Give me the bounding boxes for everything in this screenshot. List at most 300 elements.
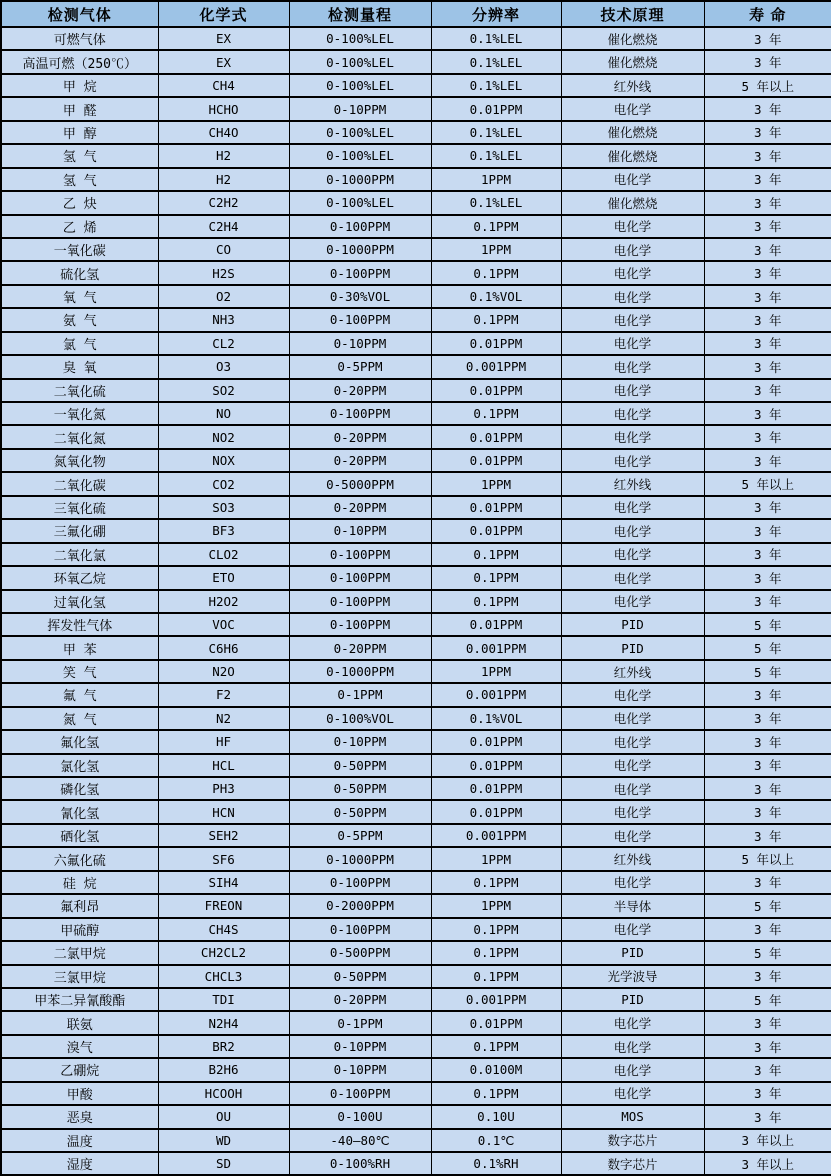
cell-lifespan: 3 年	[704, 496, 831, 519]
cell-gas-name: 乙硼烷	[1, 1058, 158, 1081]
cell-chemical-formula: B2H6	[158, 1058, 289, 1081]
cell-gas-name: 笑 气	[1, 660, 158, 683]
cell-detection-range: 0-100PPM	[289, 543, 431, 566]
cell-lifespan: 3 年	[704, 238, 831, 261]
cell-detection-range: 0-100%LEL	[289, 50, 431, 73]
cell-technology-principle: 电化学	[561, 355, 704, 378]
cell-detection-range: 0-100PPM	[289, 1082, 431, 1105]
cell-resolution: 0.1%VOL	[431, 285, 561, 308]
cell-lifespan: 3 年	[704, 449, 831, 472]
cell-resolution: 0.10U	[431, 1105, 561, 1128]
cell-detection-range: 0-5000PPM	[289, 472, 431, 495]
cell-lifespan: 5 年以上	[704, 74, 831, 97]
cell-chemical-formula: NO2	[158, 425, 289, 448]
cell-lifespan: 3 年	[704, 730, 831, 753]
cell-resolution: 0.1PPM	[431, 871, 561, 894]
cell-chemical-formula: TDI	[158, 988, 289, 1011]
cell-lifespan: 3 年	[704, 519, 831, 542]
table-row	[1, 519, 831, 542]
cell-technology-principle: 电化学	[561, 97, 704, 120]
cell-resolution: 0.1PPM	[431, 965, 561, 988]
cell-detection-range: 0-10PPM	[289, 97, 431, 120]
cell-chemical-formula: N2	[158, 707, 289, 730]
cell-detection-range: 0-500PPM	[289, 941, 431, 964]
cell-chemical-formula: H2S	[158, 261, 289, 284]
cell-detection-range: 0-20PPM	[289, 379, 431, 402]
cell-gas-name: 氟利昂	[1, 894, 158, 917]
cell-resolution: 0.1PPM	[431, 590, 561, 613]
table-row	[1, 74, 831, 97]
cell-resolution: 0.1%LEL	[431, 27, 561, 50]
cell-gas-name: 氨 气	[1, 308, 158, 331]
cell-gas-name: 氯 气	[1, 332, 158, 355]
table-row	[1, 308, 831, 331]
cell-lifespan: 3 年	[704, 144, 831, 167]
cell-gas-name: 三氯甲烷	[1, 965, 158, 988]
cell-gas-name: 氟 气	[1, 683, 158, 706]
cell-detection-range: 0-1000PPM	[289, 660, 431, 683]
cell-resolution: 0.01PPM	[431, 730, 561, 753]
cell-gas-name: 氯化氢	[1, 754, 158, 777]
cell-technology-principle: PID	[561, 636, 704, 659]
cell-resolution: 0.1PPM	[431, 941, 561, 964]
cell-gas-name: 可燃气体	[1, 27, 158, 50]
cell-chemical-formula: SF6	[158, 847, 289, 870]
cell-chemical-formula: C6H6	[158, 636, 289, 659]
header-row	[1, 1, 831, 27]
cell-technology-principle: 电化学	[561, 1011, 704, 1034]
cell-resolution: 0.01PPM	[431, 496, 561, 519]
cell-resolution: 0.1PPM	[431, 1035, 561, 1058]
cell-technology-principle: 电化学	[561, 425, 704, 448]
table-row	[1, 379, 831, 402]
cell-gas-name: 二氧化硫	[1, 379, 158, 402]
table-row	[1, 1058, 831, 1081]
cell-technology-principle: 催化燃烧	[561, 27, 704, 50]
table-row	[1, 636, 831, 659]
cell-technology-principle: 催化燃烧	[561, 121, 704, 144]
cell-gas-name: 甲 醇	[1, 121, 158, 144]
cell-chemical-formula: VOC	[158, 613, 289, 636]
column-header-lifespan: 寿 命	[704, 1, 831, 27]
table-row	[1, 566, 831, 589]
cell-detection-range: 0-100PPM	[289, 402, 431, 425]
cell-chemical-formula: CO2	[158, 472, 289, 495]
cell-detection-range: 0-1000PPM	[289, 238, 431, 261]
cell-gas-name: 恶臭	[1, 1105, 158, 1128]
cell-chemical-formula: HCHO	[158, 97, 289, 120]
cell-detection-range: 0-50PPM	[289, 800, 431, 823]
cell-detection-range: 0-10PPM	[289, 1058, 431, 1081]
cell-lifespan: 3 年以上	[704, 1152, 831, 1175]
cell-technology-principle: PID	[561, 988, 704, 1011]
table-row	[1, 472, 831, 495]
cell-lifespan: 3 年	[704, 27, 831, 50]
cell-chemical-formula: HCL	[158, 754, 289, 777]
cell-lifespan: 3 年	[704, 332, 831, 355]
table-row	[1, 1152, 831, 1175]
cell-chemical-formula: CH4	[158, 74, 289, 97]
cell-chemical-formula: C2H2	[158, 191, 289, 214]
cell-technology-principle: MOS	[561, 1105, 704, 1128]
cell-technology-principle: 电化学	[561, 238, 704, 261]
cell-lifespan: 5 年	[704, 894, 831, 917]
cell-technology-principle: 电化学	[561, 261, 704, 284]
cell-lifespan: 3 年	[704, 918, 831, 941]
cell-detection-range: 0-100%RH	[289, 1152, 431, 1175]
cell-technology-principle: 红外线	[561, 472, 704, 495]
cell-technology-principle: 电化学	[561, 730, 704, 753]
cell-technology-principle: 电化学	[561, 1082, 704, 1105]
cell-resolution: 1PPM	[431, 894, 561, 917]
cell-gas-name: 甲 烷	[1, 74, 158, 97]
cell-technology-principle: 电化学	[561, 1035, 704, 1058]
cell-chemical-formula: SO2	[158, 379, 289, 402]
cell-gas-name: 三氧化硫	[1, 496, 158, 519]
cell-chemical-formula: PH3	[158, 777, 289, 800]
cell-lifespan: 3 年	[704, 402, 831, 425]
cell-gas-name: 湿度	[1, 1152, 158, 1175]
table-row	[1, 754, 831, 777]
cell-technology-principle: 半导体	[561, 894, 704, 917]
cell-chemical-formula: SO3	[158, 496, 289, 519]
cell-resolution: 0.01PPM	[431, 379, 561, 402]
cell-resolution: 0.01PPM	[431, 1011, 561, 1034]
table-row	[1, 1082, 831, 1105]
cell-detection-range: 0-100%VOL	[289, 707, 431, 730]
table-row	[1, 402, 831, 425]
table-row	[1, 918, 831, 941]
cell-technology-principle: 电化学	[561, 800, 704, 823]
cell-gas-name: 硒化氢	[1, 824, 158, 847]
cell-lifespan: 3 年	[704, 191, 831, 214]
cell-chemical-formula: BF3	[158, 519, 289, 542]
table-row	[1, 824, 831, 847]
cell-resolution: 1PPM	[431, 168, 561, 191]
cell-resolution: 0.1%LEL	[431, 121, 561, 144]
cell-detection-range: 0-20PPM	[289, 496, 431, 519]
cell-chemical-formula: OU	[158, 1105, 289, 1128]
cell-technology-principle: PID	[561, 941, 704, 964]
cell-resolution: 0.1PPM	[431, 402, 561, 425]
cell-chemical-formula: CO	[158, 238, 289, 261]
cell-chemical-formula: NO	[158, 402, 289, 425]
cell-gas-name: 甲苯二异氰酸酯	[1, 988, 158, 1011]
cell-chemical-formula: NH3	[158, 308, 289, 331]
table-row	[1, 238, 831, 261]
cell-detection-range: -40—80℃	[289, 1129, 431, 1152]
cell-resolution: 0.001PPM	[431, 988, 561, 1011]
table-row	[1, 97, 831, 120]
table-row	[1, 965, 831, 988]
column-header-resolution: 分辨率	[431, 1, 561, 27]
cell-lifespan: 3 年	[704, 50, 831, 73]
cell-gas-name: 氰化氢	[1, 800, 158, 823]
table-row	[1, 285, 831, 308]
cell-detection-range: 0-2000PPM	[289, 894, 431, 917]
cell-resolution: 0.01PPM	[431, 449, 561, 472]
cell-chemical-formula: O3	[158, 355, 289, 378]
cell-resolution: 0.01PPM	[431, 777, 561, 800]
cell-resolution: 0.001PPM	[431, 683, 561, 706]
cell-gas-name: 氮 气	[1, 707, 158, 730]
table-header	[1, 1, 831, 27]
cell-chemical-formula: WD	[158, 1129, 289, 1152]
cell-resolution: 1PPM	[431, 847, 561, 870]
cell-gas-name: 溴气	[1, 1035, 158, 1058]
cell-chemical-formula: H2	[158, 144, 289, 167]
cell-lifespan: 5 年以上	[704, 472, 831, 495]
cell-resolution: 0.01PPM	[431, 425, 561, 448]
table-row	[1, 988, 831, 1011]
cell-gas-name: 氢 气	[1, 144, 158, 167]
cell-chemical-formula: H2O2	[158, 590, 289, 613]
table-row	[1, 144, 831, 167]
cell-chemical-formula: CH4S	[158, 918, 289, 941]
cell-lifespan: 3 年	[704, 965, 831, 988]
table-row	[1, 1011, 831, 1034]
cell-resolution: 1PPM	[431, 472, 561, 495]
cell-lifespan: 5 年	[704, 660, 831, 683]
table-row	[1, 683, 831, 706]
cell-detection-range: 0-1PPM	[289, 1011, 431, 1034]
table-row	[1, 449, 831, 472]
cell-gas-name: 一氧化碳	[1, 238, 158, 261]
cell-gas-name: 温度	[1, 1129, 158, 1152]
cell-chemical-formula: CHCL3	[158, 965, 289, 988]
cell-gas-name: 三氟化硼	[1, 519, 158, 542]
cell-lifespan: 5 年	[704, 613, 831, 636]
table-row	[1, 543, 831, 566]
cell-technology-principle: 电化学	[561, 496, 704, 519]
column-header-technology-principle: 技术原理	[561, 1, 704, 27]
cell-gas-name: 二氧化碳	[1, 472, 158, 495]
cell-resolution: 0.1%LEL	[431, 191, 561, 214]
cell-technology-principle: 数字芯片	[561, 1152, 704, 1175]
cell-gas-name: 环氧乙烷	[1, 566, 158, 589]
cell-detection-range: 0-100PPM	[289, 215, 431, 238]
cell-detection-range: 0-20PPM	[289, 988, 431, 1011]
cell-resolution: 0.1PPM	[431, 918, 561, 941]
cell-detection-range: 0-20PPM	[289, 636, 431, 659]
column-header-detection-range: 检测量程	[289, 1, 431, 27]
cell-chemical-formula: CL2	[158, 332, 289, 355]
cell-gas-name: 氮氧化物	[1, 449, 158, 472]
cell-detection-range: 0-100U	[289, 1105, 431, 1128]
cell-technology-principle: 电化学	[561, 824, 704, 847]
cell-technology-principle: 电化学	[561, 777, 704, 800]
cell-gas-name: 高温可燃（250℃）	[1, 50, 158, 73]
table-row	[1, 707, 831, 730]
cell-technology-principle: 电化学	[561, 683, 704, 706]
cell-gas-name: 过氧化氢	[1, 590, 158, 613]
table-row	[1, 215, 831, 238]
cell-technology-principle: 电化学	[561, 590, 704, 613]
cell-lifespan: 3 年	[704, 261, 831, 284]
cell-resolution: 0.1PPM	[431, 1082, 561, 1105]
table-row	[1, 941, 831, 964]
cell-technology-principle: 电化学	[561, 566, 704, 589]
cell-lifespan: 3 年	[704, 683, 831, 706]
table-row	[1, 660, 831, 683]
cell-detection-range: 0-20PPM	[289, 425, 431, 448]
cell-technology-principle: 电化学	[561, 402, 704, 425]
cell-detection-range: 0-30%VOL	[289, 285, 431, 308]
cell-lifespan: 3 年	[704, 777, 831, 800]
cell-resolution: 0.1%LEL	[431, 74, 561, 97]
cell-technology-principle: 电化学	[561, 754, 704, 777]
cell-detection-range: 0-100PPM	[289, 871, 431, 894]
cell-detection-range: 0-100%LEL	[289, 144, 431, 167]
cell-lifespan: 3 年	[704, 168, 831, 191]
cell-technology-principle: 光学波导	[561, 965, 704, 988]
cell-technology-principle: 电化学	[561, 308, 704, 331]
cell-gas-name: 二氧化氮	[1, 425, 158, 448]
cell-gas-name: 臭 氧	[1, 355, 158, 378]
table-row	[1, 168, 831, 191]
cell-gas-name: 乙 烯	[1, 215, 158, 238]
cell-lifespan: 5 年以上	[704, 847, 831, 870]
cell-detection-range: 0-100PPM	[289, 566, 431, 589]
cell-detection-range: 0-1000PPM	[289, 168, 431, 191]
cell-lifespan: 5 年	[704, 636, 831, 659]
table-row	[1, 590, 831, 613]
cell-gas-name: 氢 气	[1, 168, 158, 191]
cell-chemical-formula: O2	[158, 285, 289, 308]
cell-chemical-formula: HCOOH	[158, 1082, 289, 1105]
cell-lifespan: 3 年	[704, 355, 831, 378]
cell-detection-range: 0-100PPM	[289, 261, 431, 284]
cell-resolution: 0.1%VOL	[431, 707, 561, 730]
cell-lifespan: 3 年	[704, 1035, 831, 1058]
table-row	[1, 1035, 831, 1058]
cell-technology-principle: 电化学	[561, 215, 704, 238]
cell-chemical-formula: NOX	[158, 449, 289, 472]
table-row	[1, 800, 831, 823]
cell-chemical-formula: HF	[158, 730, 289, 753]
cell-detection-range: 0-10PPM	[289, 519, 431, 542]
cell-lifespan: 5 年	[704, 941, 831, 964]
cell-technology-principle: PID	[561, 613, 704, 636]
cell-technology-principle: 电化学	[561, 168, 704, 191]
cell-technology-principle: 电化学	[561, 543, 704, 566]
table-row	[1, 847, 831, 870]
table-row	[1, 191, 831, 214]
table-row	[1, 332, 831, 355]
cell-chemical-formula: C2H4	[158, 215, 289, 238]
cell-detection-range: 0-1PPM	[289, 683, 431, 706]
cell-technology-principle: 催化燃烧	[561, 191, 704, 214]
cell-lifespan: 3 年	[704, 121, 831, 144]
table-row	[1, 355, 831, 378]
cell-detection-range: 0-10PPM	[289, 730, 431, 753]
cell-gas-name: 氧 气	[1, 285, 158, 308]
cell-chemical-formula: FREON	[158, 894, 289, 917]
cell-resolution: 0.1PPM	[431, 566, 561, 589]
cell-lifespan: 3 年	[704, 1105, 831, 1128]
table-row	[1, 121, 831, 144]
cell-technology-principle: 红外线	[561, 847, 704, 870]
cell-technology-principle: 电化学	[561, 1058, 704, 1081]
cell-lifespan: 3 年	[704, 566, 831, 589]
cell-lifespan: 3 年	[704, 1011, 831, 1034]
cell-gas-name: 硅 烷	[1, 871, 158, 894]
cell-lifespan: 3 年	[704, 590, 831, 613]
cell-chemical-formula: BR2	[158, 1035, 289, 1058]
cell-resolution: 0.01PPM	[431, 97, 561, 120]
table-row	[1, 50, 831, 73]
cell-resolution: 0.01PPM	[431, 519, 561, 542]
cell-technology-principle: 电化学	[561, 707, 704, 730]
cell-detection-range: 0-100PPM	[289, 918, 431, 941]
cell-resolution: 0.001PPM	[431, 636, 561, 659]
cell-lifespan: 3 年	[704, 824, 831, 847]
cell-resolution: 1PPM	[431, 660, 561, 683]
cell-gas-name: 磷化氢	[1, 777, 158, 800]
cell-detection-range: 0-5PPM	[289, 355, 431, 378]
table-row	[1, 777, 831, 800]
cell-chemical-formula: SD	[158, 1152, 289, 1175]
cell-detection-range: 0-100PPM	[289, 308, 431, 331]
cell-resolution: 0.01PPM	[431, 754, 561, 777]
cell-gas-name: 挥发性气体	[1, 613, 158, 636]
table-row	[1, 871, 831, 894]
cell-lifespan: 3 年	[704, 425, 831, 448]
cell-detection-range: 0-100%LEL	[289, 121, 431, 144]
cell-lifespan: 3 年	[704, 379, 831, 402]
cell-gas-name: 联氨	[1, 1011, 158, 1034]
cell-gas-name: 甲酸	[1, 1082, 158, 1105]
cell-technology-principle: 电化学	[561, 918, 704, 941]
cell-gas-name: 甲 醛	[1, 97, 158, 120]
cell-chemical-formula: SIH4	[158, 871, 289, 894]
cell-lifespan: 3 年	[704, 97, 831, 120]
table-row	[1, 261, 831, 284]
cell-detection-range: 0-100PPM	[289, 613, 431, 636]
cell-chemical-formula: HCN	[158, 800, 289, 823]
table-row	[1, 894, 831, 917]
cell-resolution: 0.01PPM	[431, 613, 561, 636]
table-row	[1, 425, 831, 448]
cell-chemical-formula: H2	[158, 168, 289, 191]
table-row	[1, 1129, 831, 1152]
cell-gas-name: 二氧化氯	[1, 543, 158, 566]
table-body	[1, 27, 831, 1175]
table-row	[1, 27, 831, 50]
cell-technology-principle: 电化学	[561, 449, 704, 472]
cell-gas-name: 乙 炔	[1, 191, 158, 214]
cell-gas-name: 二氯甲烷	[1, 941, 158, 964]
cell-detection-range: 0-50PPM	[289, 754, 431, 777]
cell-detection-range: 0-50PPM	[289, 965, 431, 988]
cell-lifespan: 3 年	[704, 285, 831, 308]
cell-resolution: 0.1%RH	[431, 1152, 561, 1175]
cell-chemical-formula: F2	[158, 683, 289, 706]
cell-lifespan: 3 年	[704, 543, 831, 566]
cell-resolution: 0.1PPM	[431, 261, 561, 284]
cell-detection-range: 0-100%LEL	[289, 191, 431, 214]
cell-resolution: 0.001PPM	[431, 824, 561, 847]
cell-chemical-formula: EX	[158, 50, 289, 73]
cell-resolution: 0.1℃	[431, 1129, 561, 1152]
cell-lifespan: 5 年	[704, 988, 831, 1011]
cell-chemical-formula: EX	[158, 27, 289, 50]
cell-technology-principle: 数字芯片	[561, 1129, 704, 1152]
cell-chemical-formula: CH2CL2	[158, 941, 289, 964]
cell-resolution: 0.1PPM	[431, 215, 561, 238]
cell-chemical-formula: CLO2	[158, 543, 289, 566]
cell-detection-range: 0-10PPM	[289, 1035, 431, 1058]
